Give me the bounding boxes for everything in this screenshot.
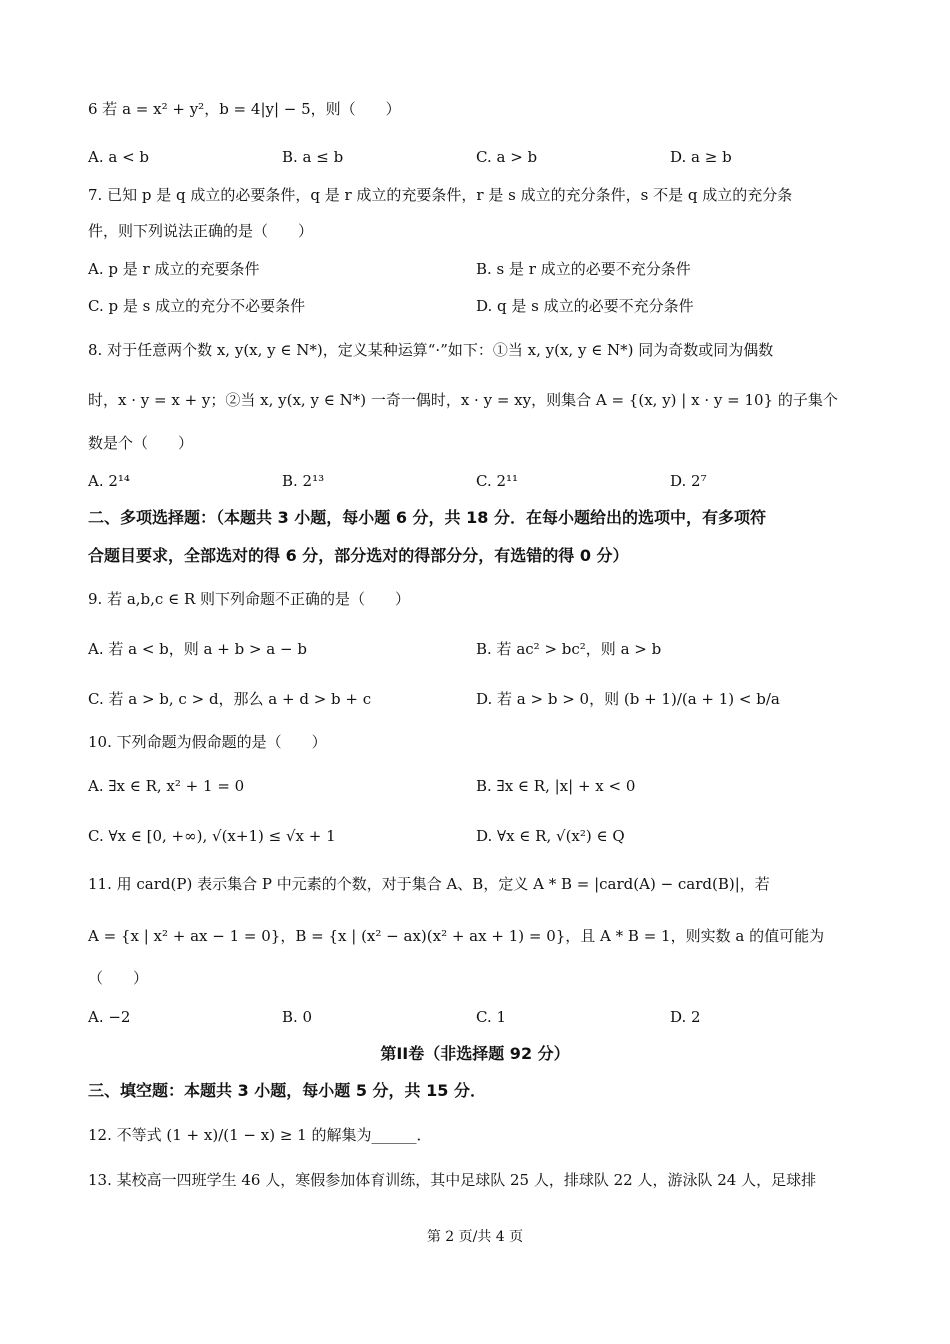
q6-stem: 6 若 a = x² + y²，b = 4|y| − 5，则（ ） [88, 100, 401, 118]
q11-option-d: D. 2 [670, 1008, 701, 1026]
q13-stem: 13. 某校高一四班学生 46 人，寒假参加体育训练，其中足球队 25 人，排球队 22 人，游泳队 24 人，足球排 [88, 1171, 817, 1189]
q8-option-b: B. 2¹³ [282, 472, 325, 490]
q6-option-a: A. a < b [88, 148, 150, 166]
q7-option-d: D. q 是 s 成立的必要不充分条件 [476, 297, 694, 315]
q10-option-b: B. ∃x ∈ R, |x| + x < 0 [476, 777, 636, 795]
section2-heading-line2: 合题目要求，全部选对的得 6 分，部分选对的得部分分，有选错的得 0 分） [88, 546, 629, 565]
q8-stem-line1: 8. 对于任意两个数 x, y(x, y ∈ N*)，定义某种运算“·”如下：①当 x, y(x, y ∈ N*) 同为奇数或同为偶数 [88, 341, 774, 359]
q9-stem: 9. 若 a,b,c ∈ R 则下列命题不正确的是（ ） [88, 590, 411, 608]
q10-stem: 10. 下列命题为假命题的是（ ） [88, 733, 327, 751]
q9-option-d: D. 若 a > b > 0，则 (b + 1)/(a + 1) < b/a [476, 690, 780, 708]
q6-option-d: D. a ≥ b [670, 148, 732, 166]
q8-stem-line3: 数是个（ ） [88, 434, 194, 452]
q7-option-a: A. p 是 r 成立的充要条件 [88, 260, 260, 278]
q7-stem-line2: 件，则下列说法正确的是（ ） [88, 222, 314, 240]
part2-title: 第II卷（非选择题 92 分） [380, 1044, 570, 1063]
section3-heading: 三、填空题：本题共 3 小题，每小题 5 分，共 15 分． [88, 1081, 486, 1100]
q7-option-c: C. p 是 s 成立的充分不必要条件 [88, 297, 306, 315]
q7-stem-line1: 7. 已知 p 是 q 成立的必要条件，q 是 r 成立的充要条件，r 是 s 成立的充分条件，s 不是 q 成立的充分条 [88, 186, 793, 204]
q8-option-d: D. 2⁷ [670, 472, 707, 490]
page-footer: 第 2 页/共 4 页 [426, 1229, 524, 1245]
q6-option-b: B. a ≤ b [282, 148, 344, 166]
q8-option-a: A. 2¹⁴ [88, 472, 130, 490]
q8-stem-line2: 时，x · y = x + y；②当 x, y(x, y ∈ N*) 一奇一偶时，x · y = xy，则集合 A = {(x, y) | x · y = 10} 的子集个 [88, 391, 838, 409]
q8-option-c: C. 2¹¹ [476, 472, 519, 490]
section2-heading-line1: 二、多项选择题：（本题共 3 小题，每小题 6 分，共 18 分．在每小题给出的选项中，有多项符 [88, 508, 766, 527]
q10-option-c: C. ∀x ∈ [0, +∞), √(x+1) ≤ √x + 1 [88, 827, 336, 845]
q11-option-b: B. 0 [282, 1008, 313, 1026]
q11-option-a: A. −2 [88, 1008, 131, 1026]
q11-stem-line3: （ ） [88, 969, 149, 987]
q9-option-a: A. 若 a < b，则 a + b > a − b [88, 640, 307, 658]
q10-option-a: A. ∃x ∈ R, x² + 1 = 0 [88, 777, 245, 795]
q11-stem-line1: 11. 用 card(P) 表示集合 P 中元素的个数，对于集合 A、B，定义 A * B = |card(A) − card(B)|，若 [88, 875, 770, 893]
q7-option-b: B. s 是 r 成立的必要不充分条件 [476, 260, 691, 278]
q9-option-b: B. 若 ac² > bc²，则 a > b [476, 640, 662, 658]
q11-stem-line2: A = {x | x² + ax − 1 = 0}，B = {x | (x² − ax)(x² + ax + 1) = 0}，且 A * B = 1，则实数 a 的值可能为 [88, 927, 825, 945]
q6-option-c: C. a > b [476, 148, 538, 166]
q10-option-d: D. ∀x ∈ R, √(x²) ∈ Q [476, 827, 625, 845]
q12-stem: 12. 不等式 (1 + x)/(1 − x) ≥ 1 的解集为______． [88, 1126, 432, 1144]
q11-option-c: C. 1 [476, 1008, 507, 1026]
q9-option-c: C. 若 a > b, c > d，那么 a + d > b + c [88, 690, 372, 708]
